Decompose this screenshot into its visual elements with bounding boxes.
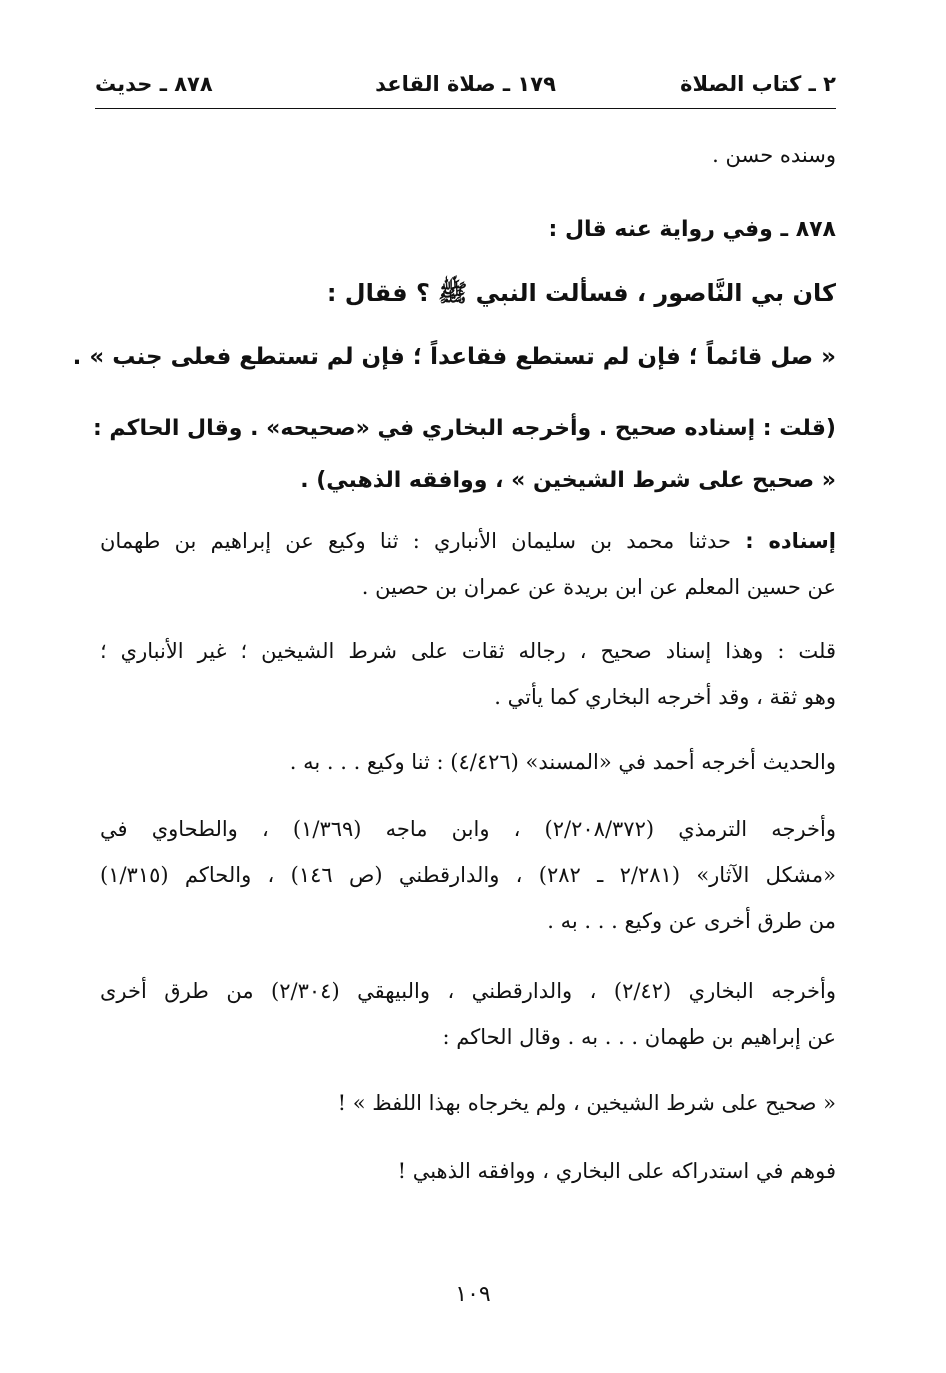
text-line: ٨٧٨ ـ وفي رواية عنه قال : [548, 217, 836, 242]
text-line: «مشكل الآثار» (٢/٢٨١ ـ ٢٨٢) ، والدارقطني (ص ١٤٦) ، والحاكم (١/٣١٥) [100, 863, 837, 887]
isnad-paragraph [100, 518, 836, 610]
text-line: والحديث أخرجه أحمد في «المسند» (٤/٤٢٦) : ثنا وكيع . . . به . [289, 750, 836, 774]
header-book-title: ٢ ـ كتاب الصلاة [680, 72, 836, 96]
text-line: وهو ثقة ، وقد أخرجه البخاري كما يأتي . [494, 685, 836, 709]
text-line: وأخرجه البخاري (٢/٤٢) ، والدارقطني ، والبيهقي (٢/٣٠٤) من طرق أخرى [100, 979, 837, 1003]
text-line: قلت : وهذا إسناد صحيح ، رجاله ثقات على شرط الشيخين ؛ غير الأنباري ؛ [100, 639, 836, 663]
takhrij-bukhari [100, 968, 836, 1060]
commentary-paragraph [100, 628, 836, 720]
hakim-quote [100, 1081, 836, 1125]
text-line: « صحيح على شرط الشيخين ، ولم يخرجاه بهذا اللفظ » ! [337, 1091, 836, 1115]
isnad-label: إسناده : [745, 529, 836, 553]
isnad-chain: حدثنا محمد بن سليمان الأنباري : ثنا وكيع عن إبراهيم بن طهمان [100, 529, 732, 553]
header-hadith-number: ٨٧٨ ـ حديث [95, 72, 213, 96]
text-line: وأخرجه الترمذي (٢/٢٠٨/٣٧٢) ، وابن ماجه (١/٣٦٩) ، والطحاوي في [100, 817, 836, 841]
grading-paragraph [92, 403, 836, 507]
hadith-text-line-1 [100, 266, 836, 320]
hadith-text-line-2 [72, 330, 836, 384]
text-line: فوهم في استدراكه على البخاري ، ووافقه الذهبي ! [397, 1159, 836, 1183]
isnad-note [100, 133, 836, 177]
takhrij-tirmidhi [100, 806, 836, 944]
text-line: وسنده حسن . [712, 143, 836, 167]
text-line: « صل قائماً ؛ فإن لم تستطع فقاعداً ؛ فإن لم تستطع فعلى جنب » . [72, 344, 836, 370]
text-line: عن حسين المعلم عن ابن بريدة عن عمران بن حصين . [361, 575, 836, 599]
text-line: من طرق أخرى عن وكيع . . . به . [547, 909, 836, 933]
takhrij-ahmad [100, 740, 836, 784]
text-line: كان بي النَّاصور ، فسألت النبي ﷺ ؟ فقال : [326, 279, 836, 307]
text-line: « صحيح على شرط الشيخين » ، ووافقه الذهبي) . [300, 468, 836, 493]
running-header [95, 66, 836, 109]
text-line: عن إبراهيم بن طهمان . . . به . وقال الحاكم : [442, 1025, 836, 1049]
hadith-heading [100, 208, 836, 252]
text-line: (قلت : إسناده صحيح . وأخرجه البخاري في «صحيحه» . وقال الحاكم : [92, 416, 836, 441]
page-number: ١٠٩ [455, 1282, 491, 1307]
text-line [100, 518, 836, 564]
closing-remark [100, 1149, 836, 1193]
header-chapter-title: ١٧٩ ـ صلاة القاعد [375, 72, 556, 96]
